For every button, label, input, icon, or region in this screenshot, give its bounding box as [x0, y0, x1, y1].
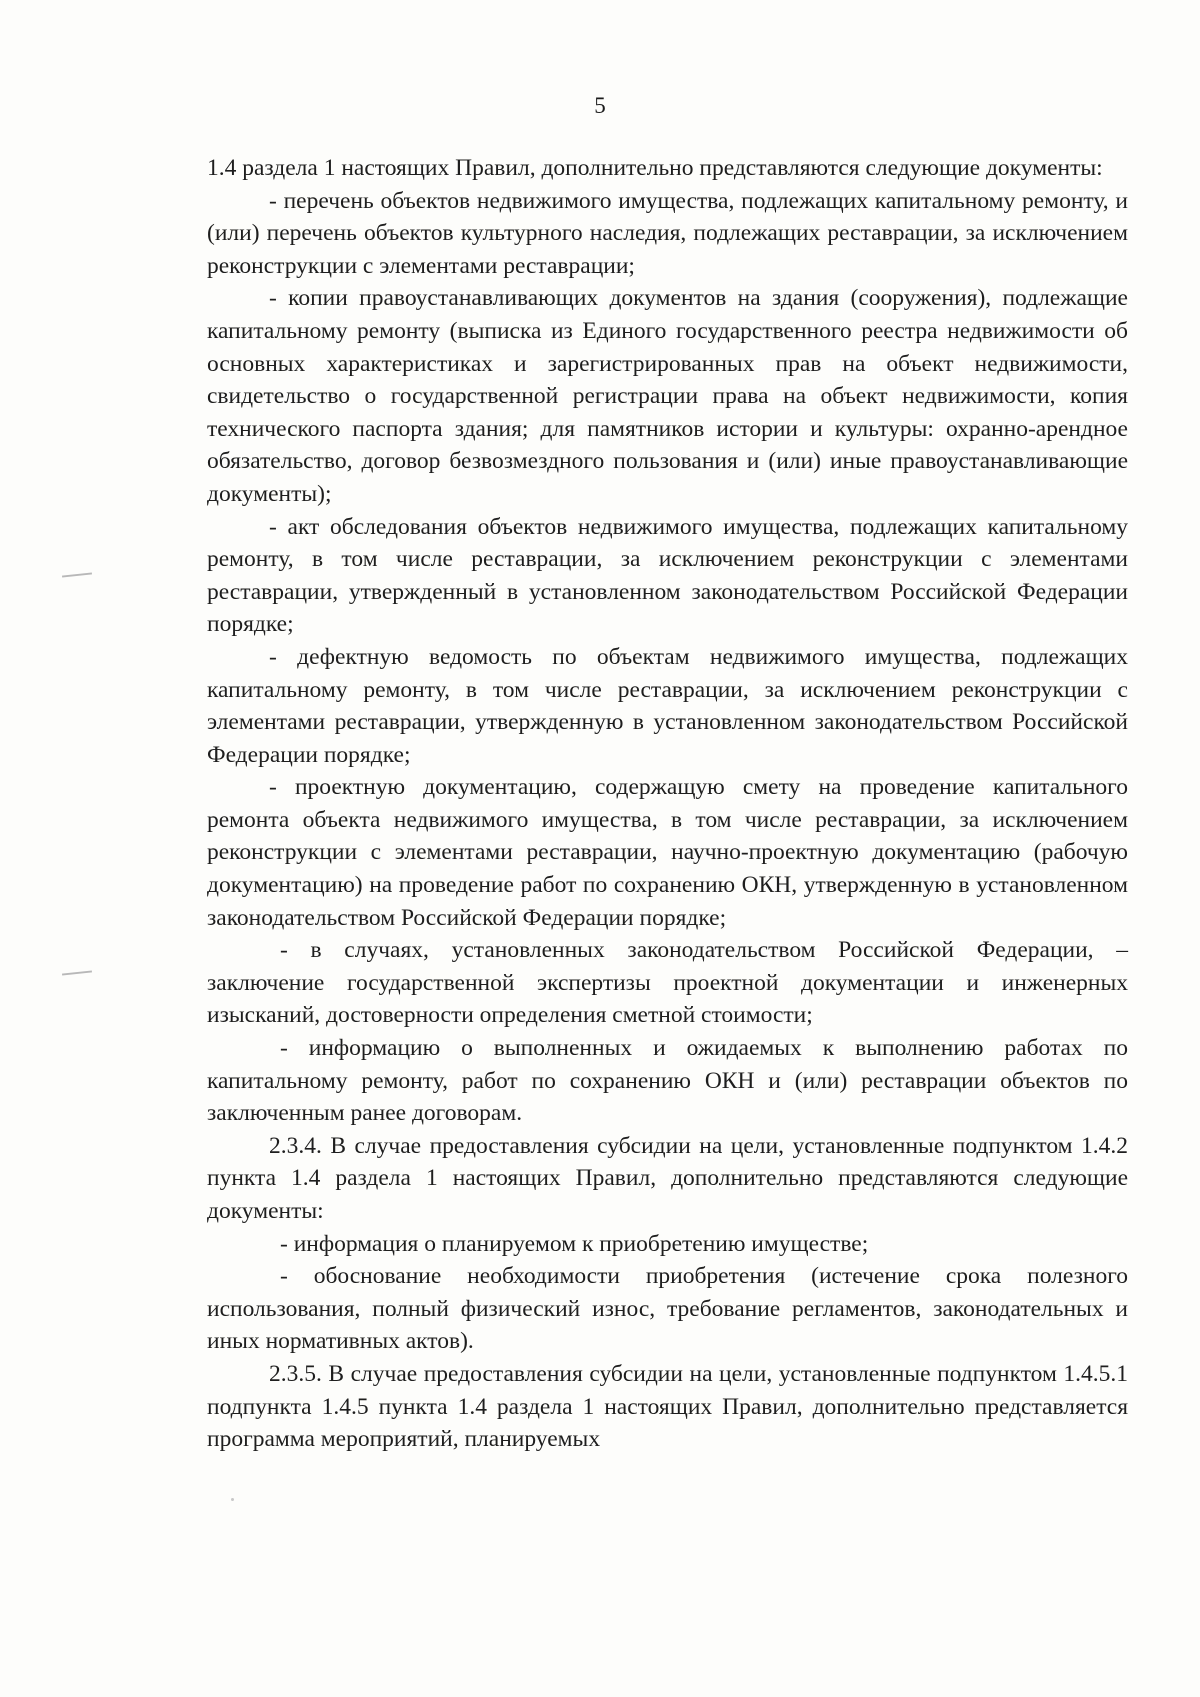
list-item: - акт обследования объектов недвижимого имущества, подлежащих капитальному ремонту, в том числе реставрации, за исключением реконструкции с элементами реставрации, утвержденный в установленном законодательством Российской Федерации порядке; [207, 513, 1128, 638]
scan-speck [231, 1498, 234, 1501]
paragraph-continuation: 1.4 раздела 1 настоящих Правил, дополнительно представляются следующие документы: [207, 155, 1103, 181]
list-item: - перечень объектов недвижимого имущества, подлежащих капитальному ремонту, и (или) перечень объектов культурного наследия, подлежащих реставрации, за исключением реконструкции с элементами реставрации; [207, 187, 1128, 279]
list-item: - обоснование необходимости приобретения (истечение срока полезного использования, полный физический износ, требование регламентов, законодательных и иных нормативных актов). [207, 1263, 1128, 1355]
list-item: - копии правоустанавливающих документов на здания (сооружения), подлежащие капитальному ремонту (выписка из Единого государственного реестра недвижимости об основных характеристиках и зарегистрированных прав на объект недвижимости, свидетельство о государственной регистрации права на объект недвижимости, копия технического паспорта здания; для памятников истории и культуры: охранно-арендное обязательство, договор безвозмездного пользования и (или) иные правоустанавливающие документы); [207, 285, 1128, 507]
list-item: - проектную документацию, содержащую смету на проведение капитального ремонта объекта недвижимого имущества, в том числе реставрации, за исключением реконструкции с элементами реставрации, научно-проектную документацию (рабочую документацию) на проведение работ по сохранению ОКН, утвержденную в установленном законодательством Российской Федерации порядке; [207, 774, 1128, 931]
document-body [207, 152, 1128, 1456]
list-item: - дефектную ведомость по объектам недвижимого имущества, подлежащих капитальному ремонту, в том числе реставрации, за исключением реконструкции с элементами реставрации, утвержденную в установленном законодательством Российской Федерации порядке; [207, 643, 1128, 768]
list-item: - в случаях, установленных законодательством Российской Федерации, – заключение государственной экспертизы проектной документации и инженерных изысканий, достоверности определения сметной стоимости; [207, 937, 1128, 1029]
scan-margin-mark [62, 572, 92, 577]
list-item: - информацию о выполненных и ожидаемых к выполнению работах по капитальному ремонту, работ по сохранению ОКН и (или) реставрации объектов по заключенным ранее договорам. [207, 1035, 1128, 1127]
list-item: - информация о планируемом к приобретению имуществе; [280, 1230, 869, 1257]
clause-paragraph: 2.3.4. В случае предоставления субсидии на цели, установленные подпунктом 1.4.2 пункта 1.4 раздела 1 настоящих Правил, дополнительно представляются следующие документы: [207, 1132, 1128, 1224]
scan-margin-mark [62, 970, 92, 975]
page-number: 5 [594, 93, 606, 118]
clause-paragraph: 2.3.5. В случае предоставления субсидии на цели, установленные подпунктом 1.4.5.1 подпункта 1.4.5 пункта 1.4 раздела 1 настоящих Правил, дополнительно представляется программа мероприятий, планируемых [207, 1360, 1128, 1453]
